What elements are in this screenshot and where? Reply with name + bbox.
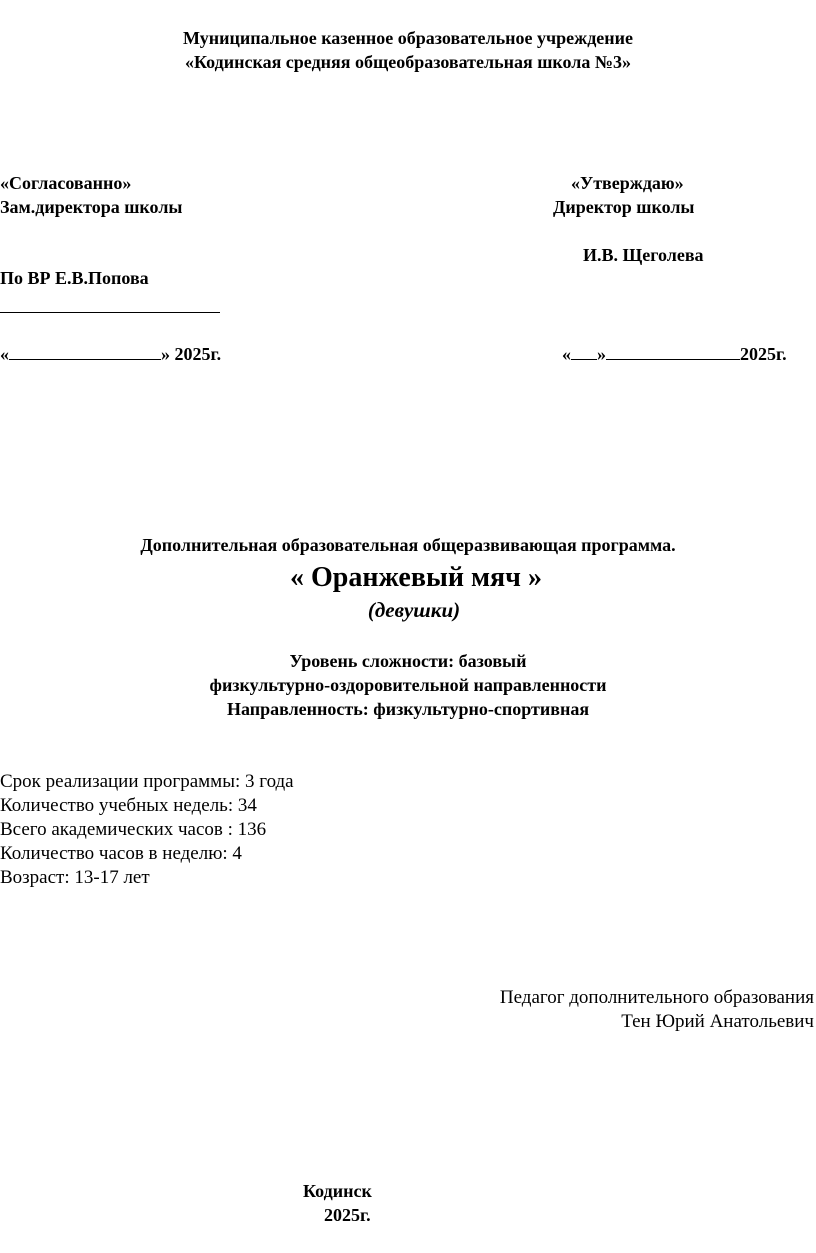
signature-line-left xyxy=(0,312,220,313)
detail-hours-per-week: Количество часов в неделю: 4 xyxy=(0,843,242,864)
deputy-director-position: Зам.директора школы xyxy=(0,197,183,217)
date-line-left xyxy=(0,343,221,365)
teacher-role: Педагог дополнительного образования xyxy=(499,987,814,1008)
agreed-label: «Согласованно» xyxy=(0,173,132,193)
program-audience: (девушки) xyxy=(367,598,461,622)
orientation-line1: физкультурно-оздоровительной направленности xyxy=(209,675,607,695)
program-subtitle: Дополнительная образовательная общеразвивающая программа. xyxy=(140,535,676,555)
approve-label: «Утверждаю» xyxy=(571,173,684,193)
detail-age: Возраст: 13-17 лет xyxy=(0,867,150,888)
detail-duration: Срок реализации программы: 3 года xyxy=(0,771,294,792)
detail-total-hours: Всего академических часов : 136 xyxy=(0,819,267,840)
institution-name-line1: Муниципальное казенное образовательное учреждение xyxy=(182,28,634,48)
date-day-blank-right xyxy=(571,343,597,360)
teacher-name: Тен Юрий Анатольевич xyxy=(621,1011,814,1032)
director-name: И.В. Щеголева xyxy=(583,245,704,265)
detail-weeks: Количество учебных недель: 34 xyxy=(0,795,257,816)
orientation-line2: Направленность: физкультурно-спортивная xyxy=(226,699,590,719)
date-year-right: 2025г. xyxy=(740,344,787,364)
footer-year: 2025г. xyxy=(324,1205,371,1225)
date-open-quote-left: « xyxy=(0,344,9,364)
date-close-left: » 2025г. xyxy=(161,344,222,364)
institution-name-line2: «Кодинская средняя общеобразовательная школа №3» xyxy=(185,52,631,72)
footer-city: Кодинск xyxy=(303,1181,372,1201)
date-line-right xyxy=(562,343,787,365)
director-position: Директор школы xyxy=(553,197,695,217)
date-open-quote-right: « xyxy=(562,344,571,364)
date-blank-left xyxy=(9,343,161,360)
program-title: « Оранжевый мяч » xyxy=(290,562,542,593)
date-month-blank-right xyxy=(606,343,740,360)
date-mid-quote-right: » xyxy=(597,344,606,364)
difficulty-level: Уровень сложности: базовый xyxy=(289,651,527,671)
deputy-director-name: По ВР Е.В.Попова xyxy=(0,268,149,288)
